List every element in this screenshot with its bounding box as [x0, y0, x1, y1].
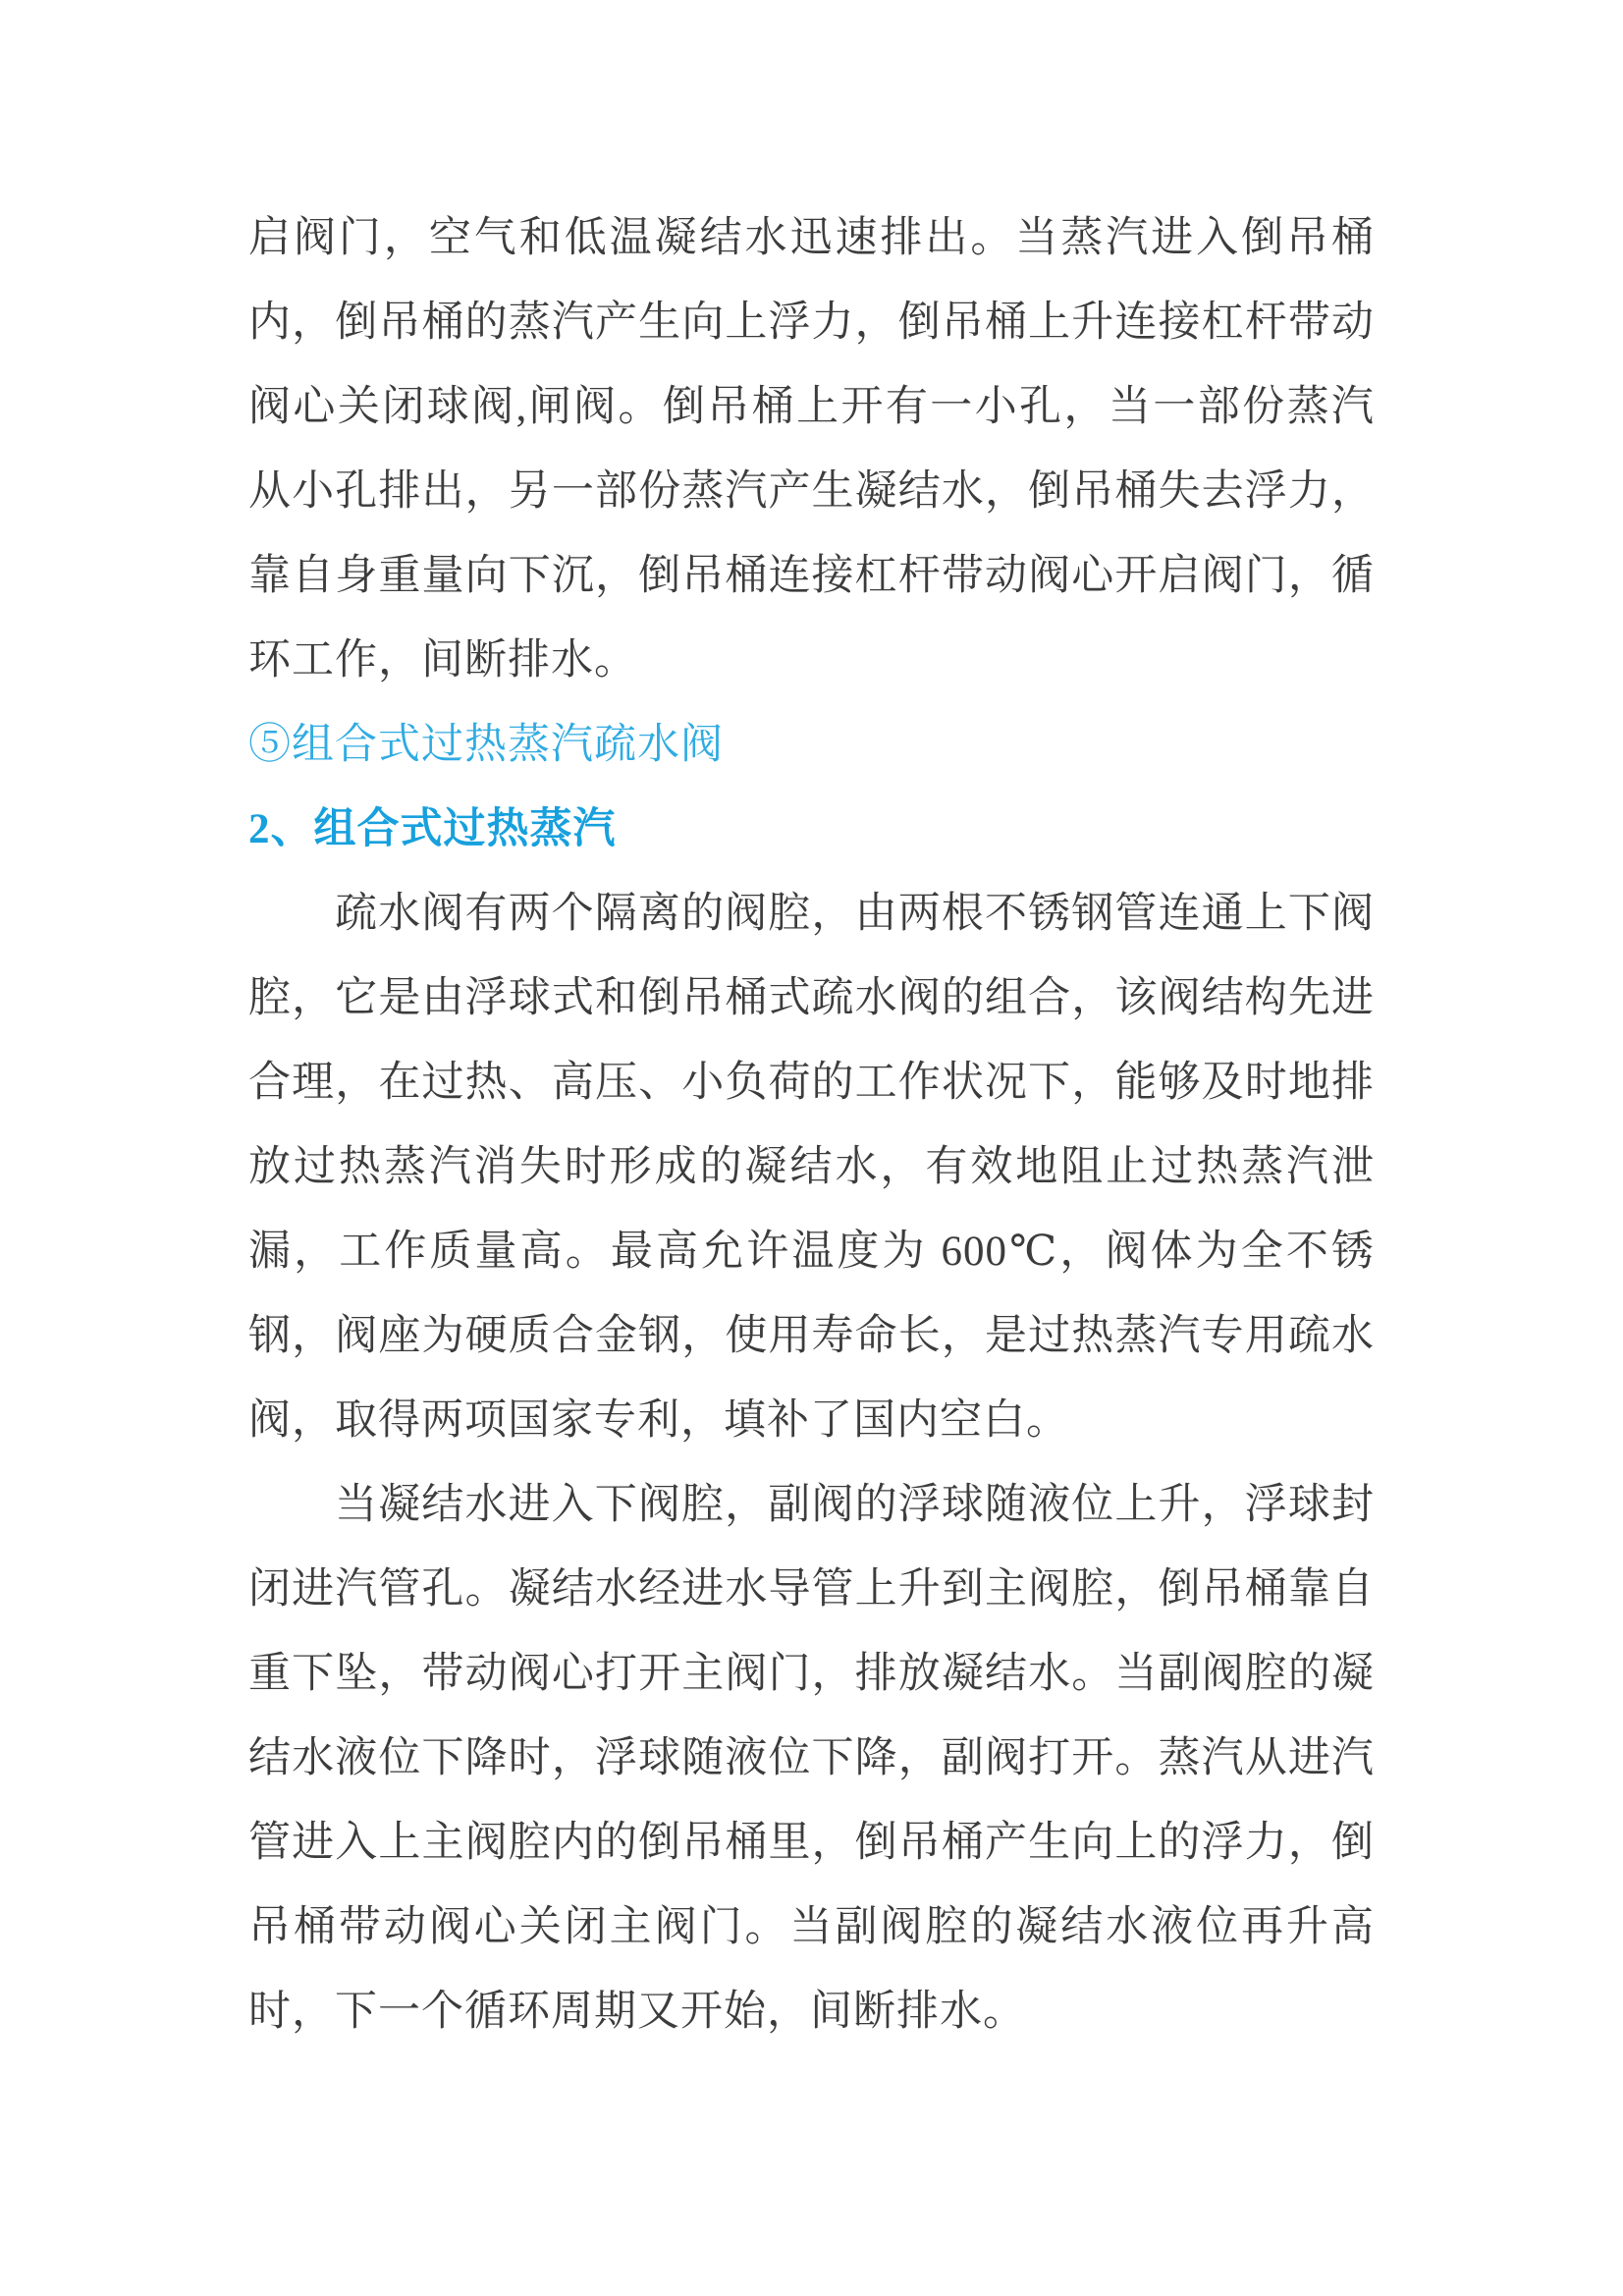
- section-heading-2-combined-superheated-steam: 2、组合式过热蒸汽: [248, 806, 617, 852]
- body-paragraph-continued: 启阀门，空气和低温凝结水迅速排出。当蒸汽进入倒吊桶内，倒吊桶的蒸汽产生向上浮力，倒吊桶上升连接杠杆带动阀心关闭球阀,闸阀。倒吊桶上开有一小孔，当一部份蒸汽从小孔排出，另一部份蒸汽产生凝结水，倒吊桶失去浮力，靠自身重量向下沉，倒吊桶连接杠杆带动阀心开启阀门，循环工作，间断排水。: [248, 215, 1375, 683]
- item-heading-combined-superheated-steam-trap: ⑤组合式过热蒸汽疏水阀: [248, 722, 724, 768]
- body-paragraph-working-cycle: 当凝结水进入下阀腔，副阀的浮球随液位上升，浮球封闭进汽管孔。凝结水经进水导管上升到主阀腔，倒吊桶靠自重下坠，带动阀心打开主阀门，排放凝结水。当副阀腔的凝结水液位下降时，浮球随液位下降，副阀打开。蒸汽从进汽管进入上主阀腔内的倒吊桶里，倒吊桶产生向上的浮力，倒吊桶带动阀心关闭主阀门。当副阀腔的凝结水液位再升高时，下一个循环周期又开始，间断排水。: [248, 1482, 1375, 2035]
- body-paragraph-trap-structure: 疏水阀有两个隔离的阀腔，由两根不锈钢管连通上下阀腔，它是由浮球式和倒吊桶式疏水阀的组合，该阀结构先进合理，在过热、高压、小负荷的工作状况下，能够及时地排放过热蒸汽消失时形成的凝结水，有效地阻止过热蒸汽泄漏，工作质量高。最高允许温度为 600℃，阀体为全不锈钢，阀座为硬质合金钢，使用寿命长，是过热蒸汽专用疏水阀，取得两项国家专利，填补了国内空白。: [248, 891, 1375, 1444]
